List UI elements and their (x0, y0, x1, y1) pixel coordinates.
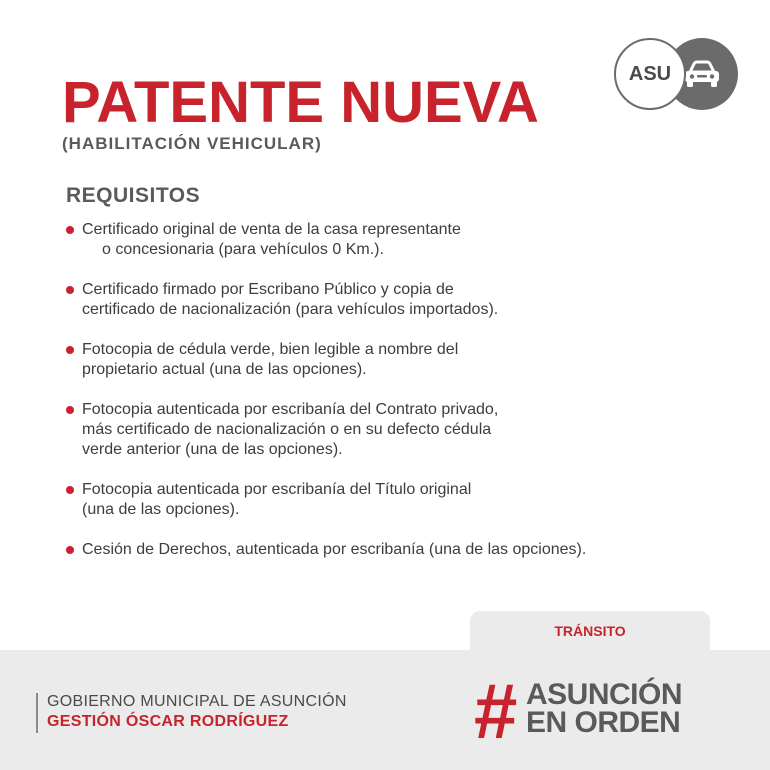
requirement-line: o concesionaria (para vehículos 0 Km.). (102, 241, 384, 258)
page-subtitle: (HABILITACIÓN VEHICULAR) (62, 134, 322, 153)
asu-transit-badge (614, 38, 738, 110)
asu-badge-label: ASU (614, 38, 686, 110)
footer-divider (36, 693, 38, 733)
requirement-line: verde anterior (una de las opciones). (82, 441, 343, 458)
bullet-icon (66, 286, 74, 294)
hashtag-icon: # (474, 667, 518, 755)
logo-line-2: EN ORDEN (526, 706, 681, 739)
requirement-line: Cesión de Derechos, autenticada por escribanía (una de las opciones). (82, 541, 587, 558)
page-title: PATENTE NUEVA (62, 70, 539, 135)
administration-name: GESTIÓN ÓSCAR RODRÍGUEZ (47, 713, 289, 730)
requirement-item (66, 480, 706, 520)
requirement-line: Fotocopia de cédula verde, bien legible a nombre del (82, 341, 459, 358)
requirement-item (66, 400, 706, 460)
requirement-item (66, 540, 706, 560)
requirement-item (66, 340, 706, 380)
footer (0, 650, 770, 770)
bullet-icon (66, 486, 74, 494)
requirement-line: certificado de nacionalización (para vehículos importados). (82, 301, 499, 318)
requirements-list (66, 220, 706, 580)
logo-line-1: ASUNCIÓN (526, 678, 683, 711)
requirement-line: propietario actual (una de las opciones). (82, 361, 367, 378)
requirement-line: (una de las opciones). (82, 501, 240, 518)
government-name: GOBIERNO MUNICIPAL DE ASUNCIÓN (47, 693, 347, 710)
requirement-line: Certificado firmado por Escribano Público y copia de (82, 281, 454, 298)
requirement-line: Fotocopia autenticada por escribanía del Contrato privado, (82, 401, 499, 418)
requirement-item (66, 280, 706, 320)
bullet-icon (66, 546, 74, 554)
transit-tab: TRÁNSITO (470, 611, 710, 651)
requirement-line: Certificado original de venta de la casa representante (82, 221, 461, 238)
requirement-item (66, 220, 706, 260)
asuncion-en-orden-logo (474, 667, 704, 755)
bullet-icon (66, 406, 74, 414)
bullet-icon (66, 346, 74, 354)
requirements-heading: REQUISITOS (66, 184, 201, 207)
car-icon-graphic (682, 60, 722, 88)
bullet-icon (66, 226, 74, 234)
requirement-line: más certificado de nacionalización o en su defecto cédula (82, 421, 492, 438)
requirement-line: Fotocopia autenticada por escribanía del Título original (82, 481, 472, 498)
